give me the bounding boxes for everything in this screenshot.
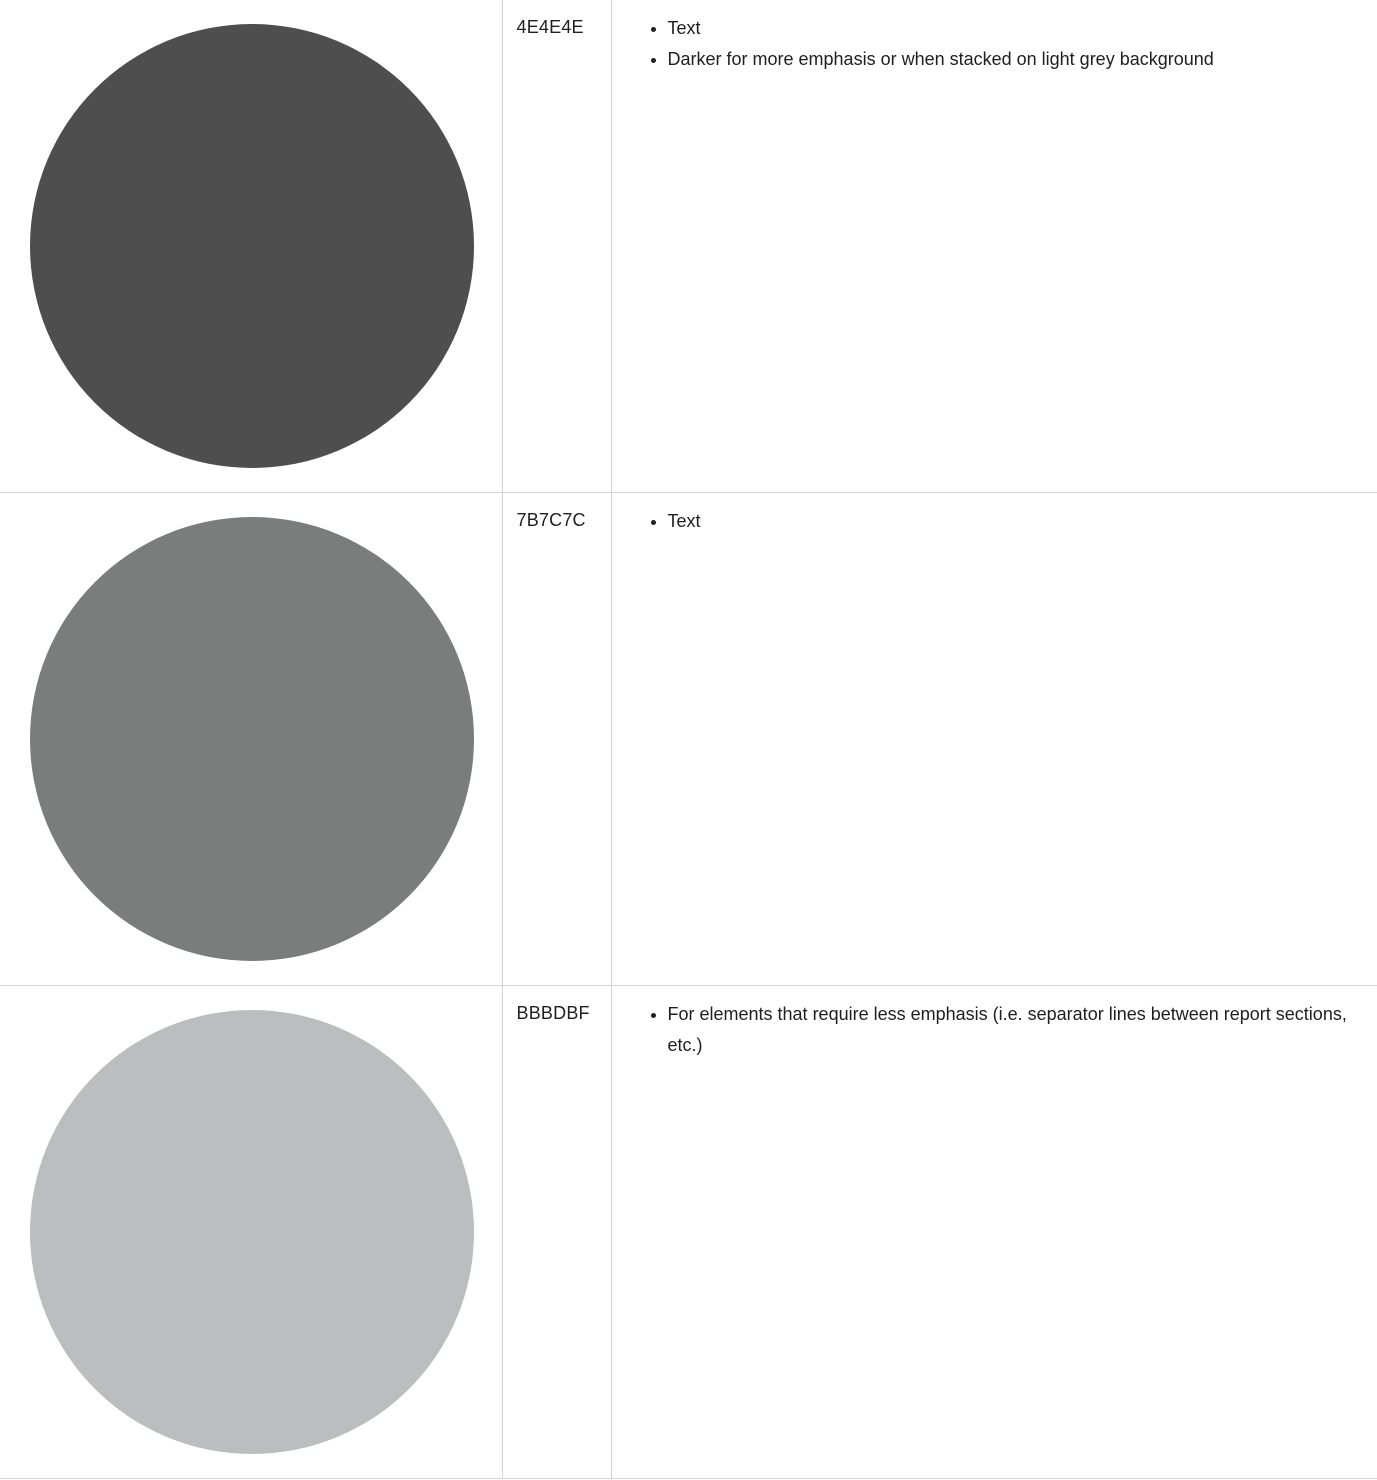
hex-cell: [502, 0, 611, 493]
usage-note: • Text: [668, 13, 1354, 44]
swatch-cell: [0, 0, 502, 493]
hex-code: 7B7C7C: [516, 510, 586, 530]
description-cell: [611, 986, 1377, 1479]
color-swatch-circle: [30, 517, 474, 961]
hex-cell: [502, 493, 611, 986]
swatch-row: [0, 0, 1377, 493]
usage-note: • Text: [668, 506, 1354, 537]
hex-cell: [502, 986, 611, 1479]
hex-code: 4E4E4E: [516, 17, 584, 37]
color-swatch-circle: [30, 1010, 474, 1454]
description-cell: [611, 493, 1377, 986]
usage-notes-list: [612, 986, 1377, 1061]
hex-code: BBBDBF: [516, 1003, 590, 1023]
swatch-cell: [0, 986, 502, 1479]
description-cell: [611, 0, 1377, 493]
swatch-cell: [0, 493, 502, 986]
usage-note: • Darker for more emphasis or when stacked on light grey background: [668, 44, 1354, 75]
swatch-row: [0, 986, 1377, 1479]
color-swatch-circle: [30, 24, 474, 468]
usage-notes-list: [612, 493, 1377, 537]
swatch-row: [0, 493, 1377, 986]
usage-notes-list: [612, 0, 1377, 75]
usage-note: • For elements that require less emphasis (i.e. separator lines between report sections, etc.): [668, 999, 1354, 1061]
